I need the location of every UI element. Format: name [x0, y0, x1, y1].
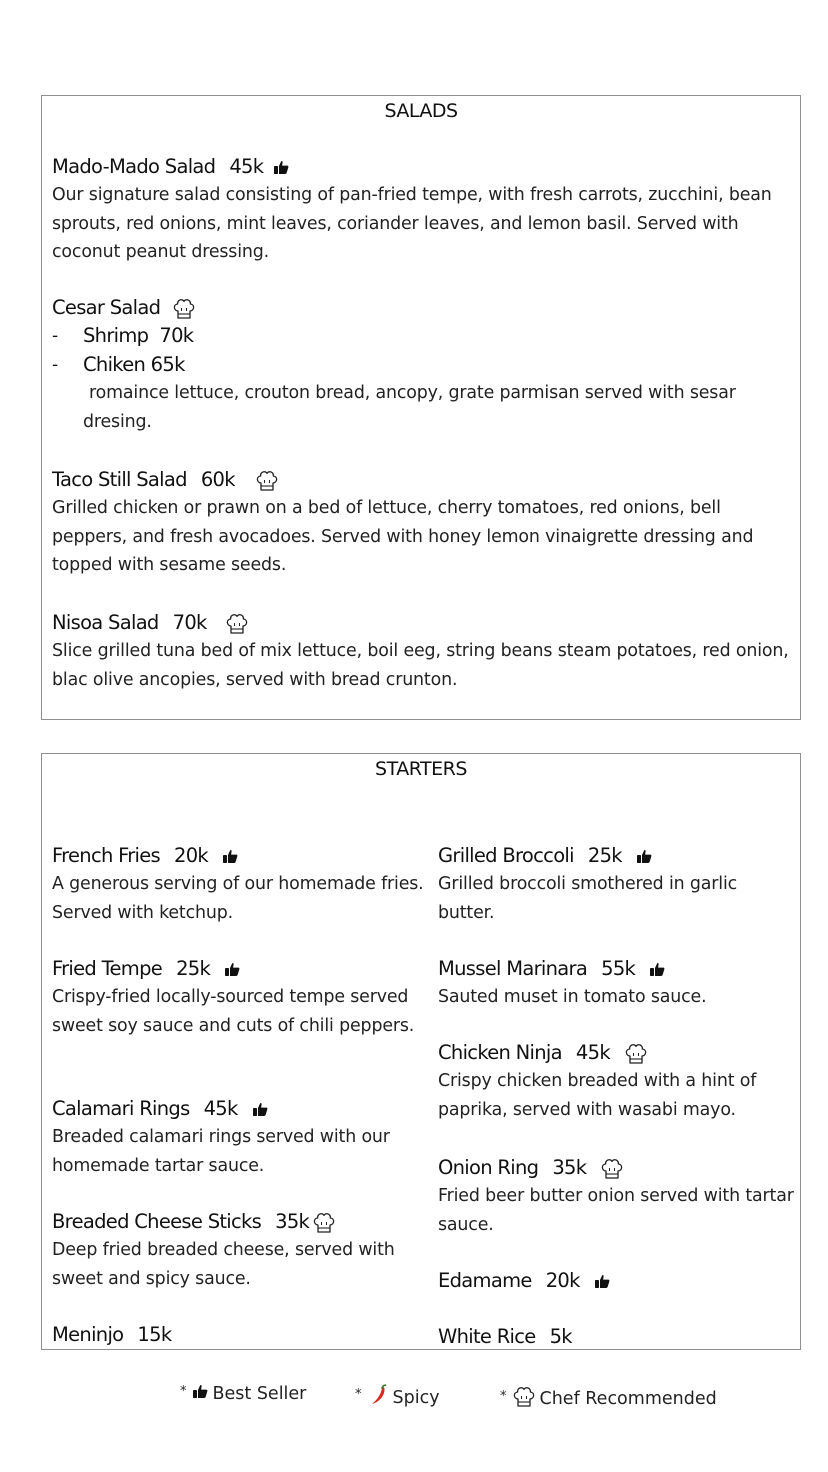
menu-item	[52, 1321, 427, 1349]
best-seller-icon	[224, 962, 241, 977]
item-heading	[438, 1267, 796, 1295]
item-name: Mado-Mado Salad	[52, 155, 216, 178]
item-price: 5k	[549, 1325, 572, 1348]
item-name: Chicken Ninja	[438, 1041, 562, 1064]
item-heading	[52, 294, 794, 322]
item-price: 35k	[552, 1156, 587, 1179]
item-heading	[52, 1095, 427, 1123]
item-heading	[52, 153, 794, 181]
item-heading	[438, 1154, 796, 1182]
legend-label: Best Seller	[212, 1384, 307, 1404]
legend-marker: *	[180, 1383, 187, 1399]
item-price: 25k	[587, 844, 622, 867]
item-price: 20k	[174, 844, 209, 867]
salads-title: SALADS	[384, 100, 458, 122]
item-price: 60k	[200, 468, 235, 491]
menu-item	[438, 955, 796, 1012]
item-name: Grilled Broccoli	[438, 844, 574, 867]
option-row: - Chiken 65k	[52, 352, 185, 376]
item-price: 35k	[275, 1210, 310, 1233]
item-heading	[52, 1208, 427, 1236]
item-price: 25k	[176, 957, 211, 980]
best-seller-icon	[273, 160, 290, 175]
item-name: Calamari Rings	[52, 1097, 190, 1120]
item-description: Fried beer butter onion served with tartar sauce.	[438, 1186, 794, 1235]
item-price: 15k	[137, 1323, 172, 1346]
item-heading	[438, 1323, 796, 1351]
menu-item	[52, 294, 794, 436]
option-row: - Shrimp 70k	[52, 324, 194, 347]
legend-best-seller	[180, 1384, 306, 1404]
menu-item	[52, 1208, 427, 1293]
option-label: Shrimp	[83, 324, 149, 347]
chef-hat-icon	[624, 1041, 648, 1066]
menu-item	[52, 153, 794, 267]
chef-hat-icon	[255, 468, 279, 493]
best-seller-icon	[649, 962, 666, 977]
best-seller-icon	[222, 849, 239, 864]
option-price: 70k	[159, 324, 194, 347]
starters-section	[41, 753, 801, 1350]
item-heading	[52, 955, 427, 983]
item-price: 45k	[203, 1097, 238, 1120]
item-description: Crispy chicken breaded with a hint of paprika, served with wasabi mayo.	[438, 1071, 757, 1120]
item-price: 45k	[229, 155, 264, 178]
item-price: 70k	[172, 611, 207, 634]
item-heading	[52, 609, 794, 637]
legend-label: Chef Recommended	[539, 1389, 717, 1409]
item-name: Taco Still Salad	[52, 468, 187, 491]
chef-hat-icon	[600, 1156, 624, 1181]
best-seller-icon	[594, 1274, 611, 1289]
best-seller-icon	[192, 1384, 213, 1404]
item-description: romaince lettuce, crouton bread, ancopy, grate parmisan served with sesar dresing.	[83, 383, 736, 432]
item-name: Fried Tempe	[52, 957, 163, 980]
item-name: Mussel Marinara	[438, 957, 588, 980]
chef-hat-icon	[512, 1384, 540, 1414]
item-name: Nisoa Salad	[52, 611, 159, 634]
legend-chef-recommended	[500, 1384, 717, 1414]
item-name: Breaded Cheese Sticks	[52, 1210, 262, 1233]
item-description: A generous serving of our homemade fries. Served with ketchup.	[52, 874, 424, 923]
chili-icon	[367, 1384, 393, 1411]
item-price: 20k	[545, 1269, 580, 1292]
menu-item	[52, 842, 427, 927]
item-heading	[438, 842, 796, 870]
best-seller-icon	[252, 1102, 269, 1117]
legend-marker: *	[355, 1387, 362, 1402]
legend-marker: *	[500, 1388, 507, 1404]
item-name: Onion Ring	[438, 1156, 539, 1179]
item-heading	[52, 466, 794, 494]
chef-hat-icon	[172, 296, 196, 321]
chef-hat-icon	[312, 1210, 336, 1235]
menu-item	[52, 466, 794, 580]
menu-item	[52, 955, 427, 1040]
item-description: Slice grilled tuna bed of mix lettuce, boil eeg, string beans steam potatoes, red onion, blac olive ancopies, served with bread crunton.	[52, 641, 789, 690]
item-description: Deep fried breaded cheese, served with sweet and spicy sauce.	[52, 1240, 395, 1289]
item-name: Meninjo	[52, 1323, 124, 1346]
item-heading	[52, 1321, 427, 1349]
item-description: Grilled broccoli smothered in garlic butter.	[438, 874, 738, 923]
menu-item	[52, 609, 794, 694]
menu-item	[438, 1039, 796, 1124]
legend-label: Spicy	[392, 1387, 440, 1408]
menu-item	[438, 1267, 796, 1295]
menu-item	[438, 842, 796, 927]
option-label: Chiken	[83, 352, 146, 376]
item-price: 55k	[601, 957, 636, 980]
salads-section	[41, 95, 801, 720]
item-heading	[438, 955, 796, 983]
item-heading	[52, 842, 427, 870]
chef-hat-icon	[225, 611, 249, 636]
item-description: Breaded calamari rings served with our homemade tartar sauce.	[52, 1127, 390, 1176]
item-name: French Fries	[52, 844, 161, 867]
starters-title: STARTERS	[375, 758, 467, 780]
item-description: Our signature salad consisting of pan-fried tempe, with fresh carrots, zucchini, bean sprouts, red onions, mint leaves, coriander leaves, and lemon basil. Served with coconut peanut dressing.	[52, 185, 772, 262]
menu-item	[438, 1154, 796, 1239]
item-name: Cesar Salad	[52, 296, 161, 319]
legend-spicy	[355, 1384, 440, 1411]
menu-item	[52, 1095, 427, 1180]
option-price: 65k	[150, 352, 185, 376]
item-heading	[438, 1039, 796, 1067]
best-seller-icon	[636, 849, 653, 864]
item-price: 45k	[575, 1041, 610, 1064]
item-description: Grilled chicken or prawn on a bed of lettuce, cherry tomatoes, red onions, bell peppers, and fresh avocadoes. Served with honey lemon vinaigrette dressing and topped with sesame seeds.	[52, 498, 754, 575]
item-name: White Rice	[438, 1325, 536, 1348]
item-description: Sauted muset in tomato sauce.	[438, 987, 707, 1007]
item-description: Crispy-fried locally-sourced tempe served sweet soy sauce and cuts of chili peppers.	[52, 987, 415, 1036]
menu-item	[438, 1323, 796, 1351]
item-name: Edamame	[438, 1269, 532, 1292]
